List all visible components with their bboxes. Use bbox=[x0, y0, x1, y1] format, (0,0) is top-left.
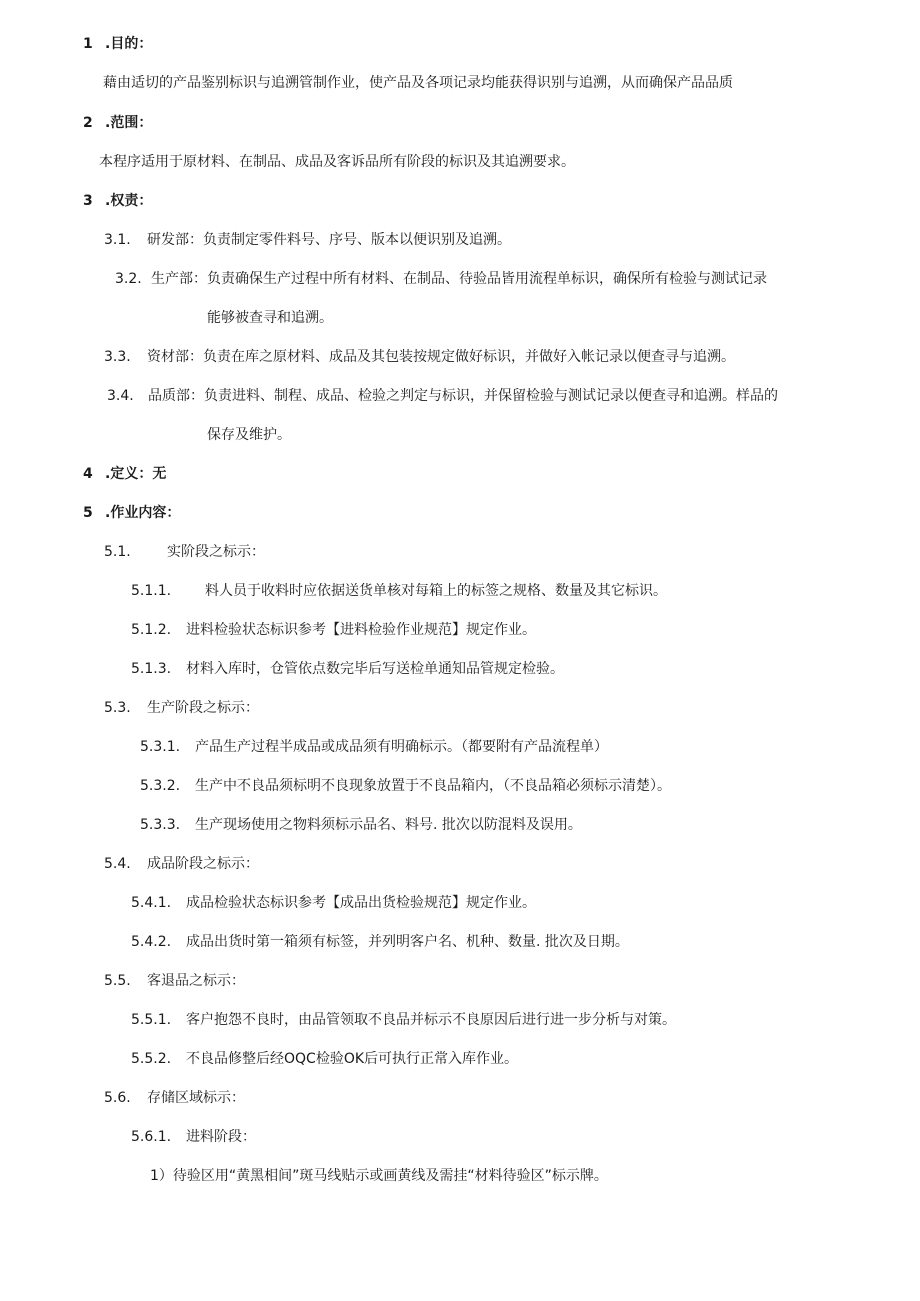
procedure-item bbox=[131, 1049, 518, 1069]
item-number: 5.1. bbox=[104, 544, 131, 560]
item-text: 成品检验状态标识参考【成品出货检验规范】规定作业。 bbox=[186, 895, 536, 911]
procedure-item bbox=[131, 620, 536, 640]
section-number: 4 bbox=[83, 466, 93, 482]
item-number: 5.5. bbox=[104, 973, 131, 989]
subsection-heading bbox=[104, 854, 259, 874]
item-number: 5.3.1. bbox=[140, 739, 181, 755]
item-text: 资材部：负责在库之原材料、成品及其包装按规定做好标识，并做好入帐记录以便查寻与追溯。 bbox=[147, 349, 735, 365]
procedure-item bbox=[131, 1010, 676, 1030]
item-number: 5.1.2. bbox=[131, 622, 172, 638]
item-number: 5.6. bbox=[104, 1090, 131, 1106]
section-title: .权责： bbox=[105, 193, 153, 209]
item-number: 3.2. bbox=[115, 271, 142, 287]
item-text-continued: 能够被查寻和追溯。 bbox=[207, 310, 333, 326]
item-number: 5.5.2. bbox=[131, 1051, 172, 1067]
list-item: 1）待验区用“黄黑相间”斑马线贴示或画黄线及需挂“材料待验区”标示牌。 bbox=[150, 1168, 608, 1184]
responsibility-item bbox=[107, 386, 778, 406]
item-text: 进料检验状态标识参考【进料检验作业规范】规定作业。 bbox=[186, 622, 536, 638]
item-text: 存储区域标示： bbox=[147, 1090, 245, 1106]
subsection-heading bbox=[104, 698, 259, 718]
subsection-heading bbox=[104, 542, 265, 562]
item-number: 5.3.3. bbox=[140, 817, 181, 833]
item-text: 材料入库时，仓管依点数完毕后写送检单通知品管规定检验。 bbox=[186, 661, 564, 677]
responsibility-item bbox=[115, 269, 767, 289]
procedure-item bbox=[131, 1127, 256, 1147]
item-number: 5.5.1. bbox=[131, 1012, 172, 1028]
item-text: 客户抱怨不良时，由品管领取不良品并标示不良原因后进行进一步分析与对策。 bbox=[186, 1012, 676, 1028]
procedure-item bbox=[131, 581, 667, 601]
procedure-item bbox=[131, 659, 564, 679]
item-number: 5.4.1. bbox=[131, 895, 172, 911]
item-text: 成品阶段之标示： bbox=[147, 856, 259, 872]
item-text: 不良品修整后经OQC检验OK后可执行正常入库作业。 bbox=[186, 1051, 519, 1067]
section-title: .作业内容： bbox=[105, 505, 181, 521]
item-number: 5.6.1. bbox=[131, 1129, 172, 1145]
item-number: 5.1.1. bbox=[131, 583, 172, 599]
section-number: 3 bbox=[83, 193, 93, 209]
procedure-item bbox=[140, 776, 671, 796]
section-title: .定义：无 bbox=[105, 466, 167, 482]
scope-text: 本程序适用于原材料、在制品、成品及客诉品所有阶段的标识及其追溯要求。 bbox=[99, 154, 575, 170]
item-number: 3.3. bbox=[104, 349, 131, 365]
item-number: 5.3.2. bbox=[140, 778, 181, 794]
procedure-item bbox=[131, 893, 536, 913]
section-number: 2 bbox=[83, 115, 93, 131]
responsibility-item bbox=[104, 347, 735, 367]
procedure-item bbox=[140, 815, 582, 835]
item-text: 进料阶段： bbox=[186, 1129, 256, 1145]
section-title: .目的： bbox=[105, 36, 153, 52]
section-4-heading bbox=[83, 464, 166, 484]
item-number: 5.4. bbox=[104, 856, 131, 872]
purpose-text: 藉由适切的产品鉴别标识与追溯管制作业，使产品及各项记录均能获得识别与追溯，从而确保产品品质 bbox=[103, 75, 733, 91]
item-text: 生产部：负责确保生产过程中所有材料、在制品、待验品皆用流程单标识，确保所有检验与测试记录 bbox=[151, 271, 767, 287]
item-text: 成品出货时第一箱须有标签，并列明客户名、机种、数量. 批次及日期。 bbox=[186, 934, 629, 950]
item-text: 料人员于收料时应依据送货单核对每箱上的标签之规格、数量及其它标识。 bbox=[205, 583, 667, 599]
item-number: 5.3. bbox=[104, 700, 131, 716]
item-text: 客退品之标示： bbox=[147, 973, 245, 989]
item-text: 生产阶段之标示： bbox=[147, 700, 259, 716]
item-number: 3.1. bbox=[104, 232, 131, 248]
responsibility-item bbox=[104, 230, 511, 250]
item-text: 生产现场使用之物料须标示品名、料号. 批次以防混料及误用。 bbox=[195, 817, 582, 833]
item-text: 产品生产过程半成品或成品须有明确标示。（都要附有产品流程单） bbox=[195, 739, 608, 755]
section-2-heading bbox=[83, 113, 152, 133]
item-number: 5.1.3. bbox=[131, 661, 172, 677]
item-text: 品质部：负责进料、制程、成品、检验之判定与标识，并保留检验与测试记录以便查寻和追溯。样品的 bbox=[148, 388, 778, 404]
section-number: 1 bbox=[83, 36, 93, 52]
procedure-item bbox=[131, 932, 629, 952]
item-text: 实阶段之标示： bbox=[167, 544, 265, 560]
item-number: 5.4.2. bbox=[131, 934, 172, 950]
subsection-heading bbox=[104, 971, 245, 991]
section-1-heading bbox=[83, 34, 152, 54]
section-title: .范围： bbox=[105, 115, 153, 131]
item-number: 3.4. bbox=[107, 388, 134, 404]
section-3-heading bbox=[83, 191, 152, 211]
procedure-item bbox=[140, 737, 608, 757]
item-text-continued: 保存及维护。 bbox=[207, 427, 291, 443]
section-number: 5 bbox=[83, 505, 93, 521]
item-text: 研发部：负责制定零件料号、序号、版本以便识别及追溯。 bbox=[147, 232, 511, 248]
subsection-heading bbox=[104, 1088, 245, 1108]
item-text: 生产中不良品须标明不良现象放置于不良品箱内，（不良品箱必须标示清楚）。 bbox=[195, 778, 671, 794]
section-5-heading bbox=[83, 503, 180, 523]
